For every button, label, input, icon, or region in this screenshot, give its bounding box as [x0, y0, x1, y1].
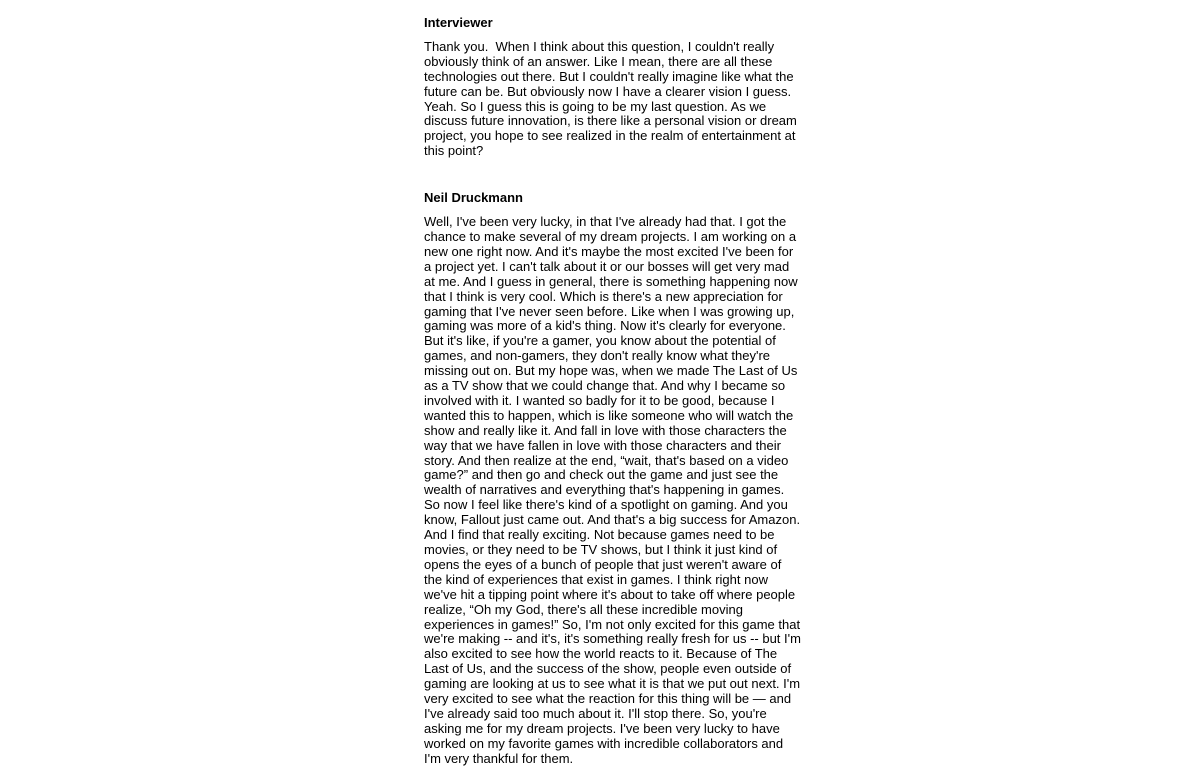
speaker-heading-neil-druckmann: Neil Druckmann [424, 190, 523, 206]
interviewer-paragraph: Thank you. When I think about this question, I couldn't really obviously think of an answer. Like I mean, there are all these technologies out there. But I couldn't really imagine like what the future can be. But obviously now I have a clearer vision I guess. Yeah. So I guess this is going to be my last question. As we discuss future innovation, is there like a personal vision or dream project, you hope to see realized in the realm of entertainment at this point? [424, 38, 801, 159]
speaker-heading-interviewer: Interviewer [424, 15, 493, 30]
transcript-section-interviewer [424, 16, 801, 159]
transcript-section-neil-druckmann [424, 190, 805, 766]
transcript-column [424, 15, 805, 767]
neil-druckmann-paragraph: Well, I've been very lucky, in that I've already had that. I got the chance to make several of my dream projects. I am working on a new one right now. And it's maybe the most excited I've been for a project yet. I can't talk about it or our bosses will get very mad at me. And I guess in general, there is something happening now that I think is very cool. Which is there's a new appreciation for gaming that I've never seen before. Like when I was growing up, gaming was more of a kid's thing. Now it's clearly for everyone. But it's like, if you're a gamer, you know about the potential of games, and non-gamers, they don't really know what they're missing out on. But my hope was, when we made The Last of Us as a TV show that we could change that. And why I became so involved with it. I wanted so badly for it to be good, because I wanted this to happen, which is like someone who will watch the show and really like it. And fall in love with those characters the way that we have fallen in love with those characters and their story. And then realize at the end, “wait, that's based on a video game?” and then go and check out the game and just see the wealth of narratives and everything that's happening in games. So now I feel like there's kind of a spotlight on gaming. And you know, Fallout just came out. And that's a big success for Amazon. And I find that really exciting. Not because games need to be movies, or they need to be TV shows, but I think it just kind of opens the eyes of a bunch of people that just weren't aware of the kind of experiences that exist in games. I think right now we've hit a tipping point where it's about to take off where people realize, “Oh my God, there's all these incredible moving experiences in games!” So, I'm not only excited for this game that we're making -- and it's, it's something really fresh for us -- but I'm also excited to see how the world reacts to it. Because of The Last of Us, and the success of the show, people even outside of gaming are looking at us to see what it is that we put out next. I'm very excited to see what the reaction for this thing will be — and I've already said too much about it. I'll stop there. So, you're asking me for my dream projects. I've been very lucky to have worked on my favorite games with incredible collaborators and I'm very thankful for them. [424, 214, 805, 766]
